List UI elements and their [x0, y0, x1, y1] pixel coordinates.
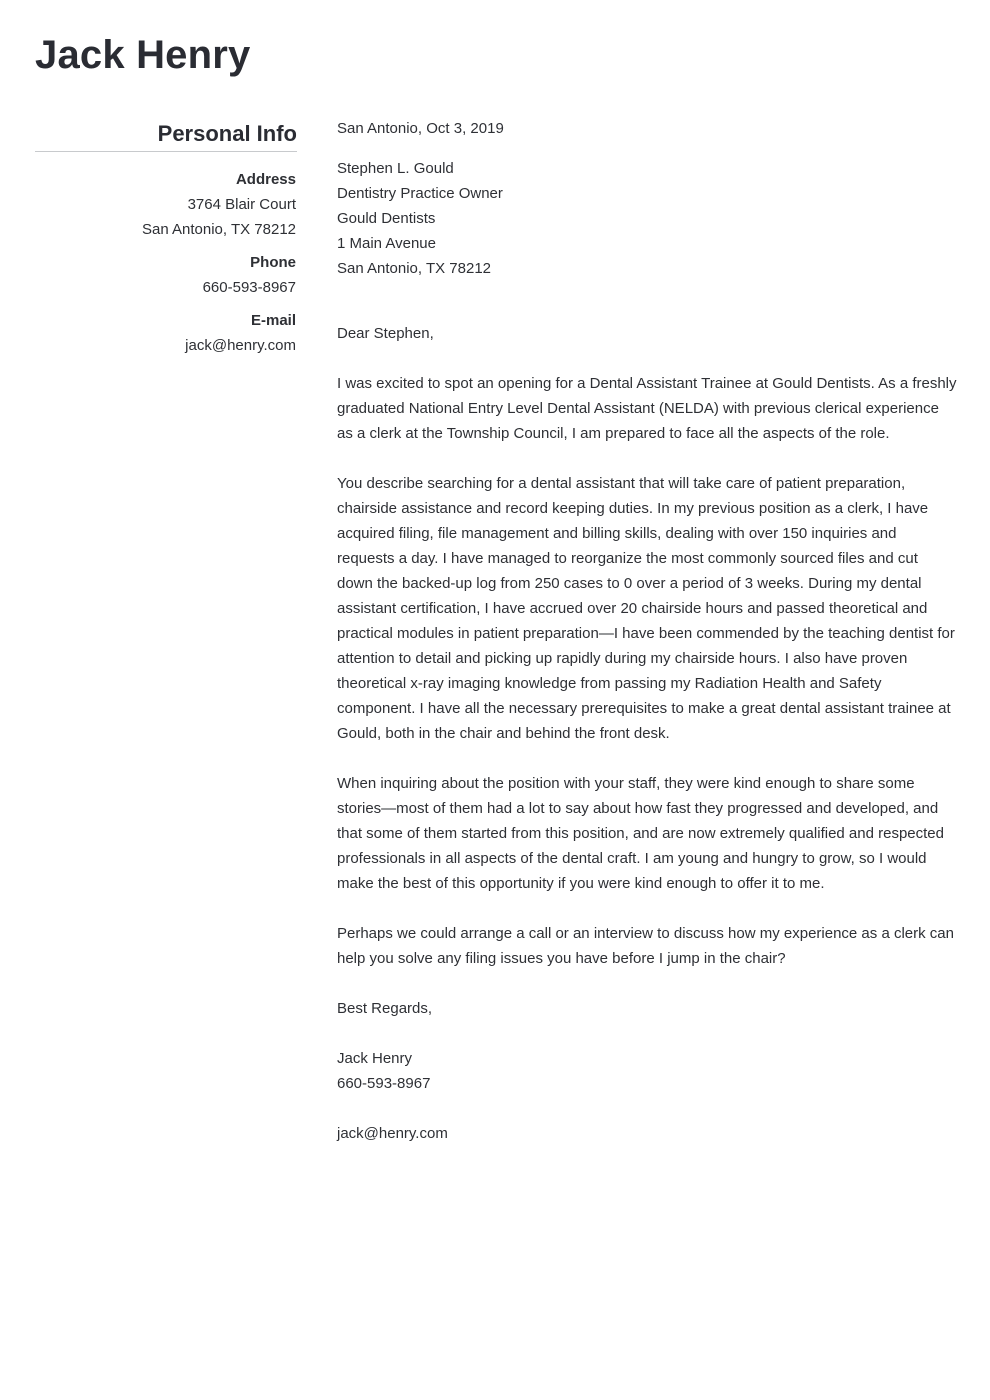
- phone-value: 660-593-8967: [202, 279, 296, 296]
- recipient-company: Gould Dentists: [337, 210, 436, 227]
- address-line-1: 3764 Blair Court: [187, 196, 296, 213]
- email-label: E-mail: [250, 312, 296, 329]
- phone-label: Phone: [250, 254, 296, 271]
- signature-phone: 660-593-8967: [337, 1075, 431, 1092]
- phone-section: [35, 250, 296, 300]
- cover-letter-body: [337, 116, 957, 1146]
- address-section: [35, 167, 296, 242]
- recipient-block: [337, 156, 957, 281]
- personal-info-sidebar: [35, 118, 296, 358]
- address-line-2: San Antonio, TX 78212: [141, 221, 296, 238]
- email-section: [35, 308, 296, 358]
- signature-name: Jack Henry: [337, 1050, 413, 1067]
- paragraph-experience: You describe searching for a dental assistant that will take care of patient preparation, chairside assistance and record keeping duties. In my previous position as a clerk, I have acquired filing, file management and billing skills, dealing with over 150 inquiries and requests a day. I have managed to reorganize the most commonly sourced files and cut down the backed-up log from 250 cases to 0 over a period of 3 weeks. During my dental assistant certification, I have accrued over 20 chairside hours and passed theoretical and practical modules in patient preparation—I have been commended by the teaching dentist for attention to detail and picking up rapidly during my chairside hours. I also have proven theoretical x-ray imaging knowledge from passing my Radiation Health and Safety component. I have all the necessary prerequisites to make a great dental assistant trainee at Gould, both in the chair and behind the front desk.: [337, 475, 955, 742]
- closing: Best Regards,: [337, 1000, 433, 1017]
- recipient-name: Stephen L. Gould: [337, 160, 454, 177]
- personal-info-heading: Personal Info: [35, 118, 297, 152]
- salutation: Dear Stephen,: [337, 325, 434, 342]
- paragraph-call-to-action: Perhaps we could arrange a call or an interview to discuss how my experience as a clerk can help you solve any filing issues you have before I jump in the chair?: [337, 925, 954, 967]
- recipient-title: Dentistry Practice Owner: [337, 185, 503, 202]
- signature-email: jack@henry.com: [337, 1125, 448, 1142]
- address-label: Address: [235, 171, 296, 188]
- paragraph-intro: I was excited to spot an opening for a Dental Assistant Trainee at Gould Dentists. As a freshly graduated National Entry Level Dental Assistant (NELDA) with previous clerical experience as a clerk at the Township Council, I am prepared to face all the aspects of the role.: [337, 375, 957, 442]
- email-value: jack@henry.com: [185, 337, 296, 354]
- paragraph-motivation: When inquiring about the position with your staff, they were kind enough to share some stories—most of them had a lot to say about how fast they progressed and developed, and that some of them started from this position, and are now extremely qualified and respected professionals in all aspects of the dental craft. I am young and hungry to grow, so I would make the best of this opportunity if you were kind enough to offer it to me.: [337, 775, 944, 892]
- page-title: Jack Henry: [35, 33, 251, 77]
- letter-date: San Antonio, Oct 3, 2019: [337, 120, 504, 137]
- recipient-street: 1 Main Avenue: [337, 235, 436, 252]
- recipient-city: San Antonio, TX 78212: [337, 260, 492, 277]
